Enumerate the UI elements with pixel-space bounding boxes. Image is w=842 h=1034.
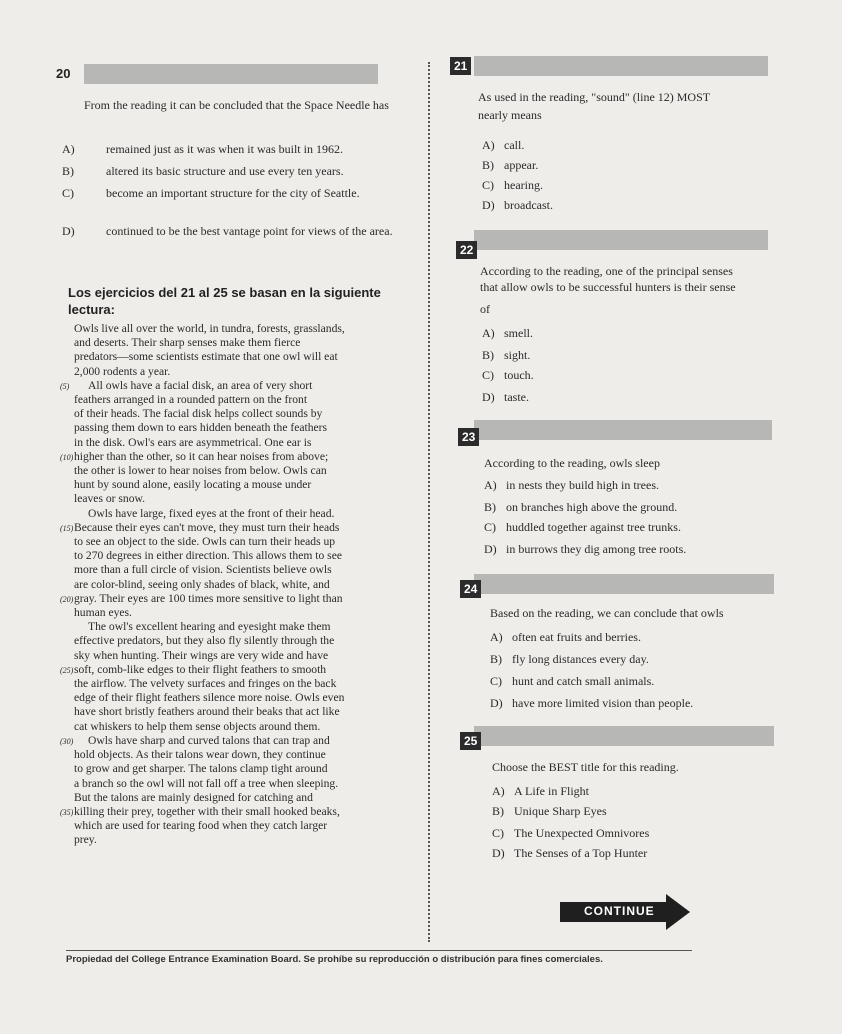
passage-line <box>60 634 412 648</box>
passage-line <box>60 336 412 350</box>
passage-line <box>60 705 412 719</box>
q24-header-bar <box>474 574 774 594</box>
q22-stem-line1: According to the reading, one of the principal senses <box>480 264 733 278</box>
passage-line <box>60 691 412 705</box>
q22-option-b[interactable]: B) sight. <box>482 348 531 362</box>
line-text: which are used for tearing food when they catch larger <box>74 819 328 833</box>
passage-line <box>60 734 412 748</box>
line-text: leaves or snow. <box>74 492 146 506</box>
passage-line <box>60 521 412 535</box>
line-number: (25) <box>60 665 74 675</box>
line-number: (30) <box>60 736 74 746</box>
line-text: prey. <box>74 833 97 847</box>
q23-stem: According to the reading, owls sleep <box>484 456 660 470</box>
q25-option-c[interactable]: C) The Unexpected Omnivores <box>492 826 650 840</box>
line-text: Owls live all over the world, in tundra, forests, grasslands, <box>74 322 345 335</box>
continue-arrow[interactable] <box>560 894 690 928</box>
line-text: All owls have a facial disk, an area of very short <box>88 378 313 392</box>
passage-line <box>60 421 412 435</box>
q21-stem-line2: nearly means <box>478 108 542 122</box>
line-text: higher than the other, so it can hear noises from above; <box>74 449 329 463</box>
passage-line <box>60 649 412 663</box>
q22-option-a[interactable]: A) smell. <box>482 326 533 340</box>
q25-option-d[interactable]: D) The Senses of a Top Hunter <box>492 846 648 860</box>
line-text: a branch so the owl will not fall off a tree when sleeping. <box>74 776 339 790</box>
line-text: to 270 degrees in either direction. This allows them to see <box>74 549 342 563</box>
passage-line <box>60 592 412 606</box>
q22-option-c[interactable]: C) touch. <box>482 368 534 382</box>
q24-stem: Based on the reading, we can conclude that owls <box>490 606 724 620</box>
q25-number: 25 <box>460 732 481 750</box>
passage-line <box>60 805 412 819</box>
q20-stem: From the reading it can be concluded that the Space Needle has <box>84 98 389 112</box>
passage-line <box>60 507 412 521</box>
q25-option-b[interactable]: B) Unique Sharp Eyes <box>492 804 607 818</box>
q21-option-a[interactable]: A) call. <box>482 138 525 152</box>
passage-line <box>60 777 412 791</box>
line-text: the airflow. The velvety surfaces and fringes on the back <box>74 677 337 691</box>
passage-line <box>60 365 412 379</box>
line-text: to see an object to the side. Owls can turn their heads up <box>74 535 336 549</box>
line-number: (35) <box>60 807 74 817</box>
line-number: (20) <box>60 594 74 604</box>
passage-line <box>60 322 412 336</box>
passage-line <box>60 606 412 620</box>
line-text: But the talons are mainly designed for catching and <box>74 790 313 804</box>
line-text: Owls have sharp and curved talons that can trap and <box>88 733 330 747</box>
passage-line <box>60 492 412 506</box>
q24-number: 24 <box>460 580 481 598</box>
q25-header-bar <box>474 726 774 746</box>
passage-intro: Los ejercicios del 21 al 25 se basan en la siguiente lectura: <box>68 285 381 317</box>
line-text: 2,000 rodents a year. <box>74 364 171 378</box>
passage-line <box>60 549 412 563</box>
q22-stem-line3: of <box>480 302 490 316</box>
q20-option-a[interactable]: A) remained just as it was when it was built in 1962. <box>62 142 343 156</box>
q24-option-c[interactable]: C) hunt and catch small animals. <box>490 674 655 688</box>
line-text: effective predators, but they also fly silently through the <box>74 634 335 648</box>
q23-option-c[interactable]: C) huddled together against tree trunks. <box>484 520 681 534</box>
q23-option-b[interactable]: B) on branches high above the ground. <box>484 500 678 514</box>
line-text: Because their eyes can't move, they must turn their heads <box>74 520 340 534</box>
line-text: feathers arranged in a rounded pattern on the front <box>74 393 308 407</box>
q20-option-d[interactable]: D) continued to be the best vantage point for views of the area. <box>62 224 393 238</box>
line-text: in the disk. Owl's ears are asymmetrical. One ear is <box>74 435 312 449</box>
passage-line <box>60 535 412 549</box>
passage-line <box>60 464 412 478</box>
line-number: (15) <box>60 523 74 533</box>
line-text: hold objects. As their talons wear down, they continue <box>74 748 326 762</box>
q22-number: 22 <box>456 241 477 259</box>
passage-line <box>60 436 412 450</box>
q23-option-d[interactable]: D) in burrows they dig among tree roots. <box>484 542 687 556</box>
passage-line <box>60 748 412 762</box>
copyright-footer: Propiedad del College Entrance Examination Board. Se prohíbe su reproducción o distribución para fines comerciales. <box>66 954 603 965</box>
passage-line <box>60 833 412 847</box>
line-text: gray. Their eyes are 100 times more sensitive to light than <box>74 591 343 605</box>
line-text: predators—some scientists estimate that one owl will eat <box>74 350 338 364</box>
q20-option-b[interactable]: B) altered its basic structure and use every ten years. <box>62 164 344 178</box>
q23-option-a[interactable]: A) in nests they build high in trees. <box>484 478 659 492</box>
q21-header-bar <box>474 56 768 76</box>
line-text: cat whiskers to help them sense objects around them. <box>74 719 321 733</box>
line-text: killing their prey, together with their small hooked beaks, <box>74 804 340 818</box>
line-text: sky when hunting. Their wings are very wide and have <box>74 648 329 662</box>
passage-line <box>60 478 412 492</box>
passage-line <box>60 379 412 393</box>
owls-passage <box>60 322 412 848</box>
passage-line <box>60 563 412 577</box>
line-text: soft, comb-like edges to their flight feathers to smooth <box>74 662 327 676</box>
q22-option-d[interactable]: D) taste. <box>482 390 529 404</box>
q23-header-bar <box>474 420 772 440</box>
q20-number: 20 <box>56 66 71 81</box>
line-number: (5) <box>60 381 70 391</box>
q23-number: 23 <box>458 428 479 446</box>
line-text: are color-blind, seeing only shades of black, white, and <box>74 577 330 591</box>
q24-option-b[interactable]: B) fly long distances every day. <box>490 652 649 666</box>
line-text: the other is lower to hear noises from below. Owls can <box>74 464 327 478</box>
q21-option-c[interactable]: C) hearing. <box>482 178 543 192</box>
passage-line <box>60 663 412 677</box>
line-text: have short bristly feathers around their beaks that act like <box>74 705 340 719</box>
line-text: human eyes. <box>74 606 132 620</box>
q25-stem: Choose the BEST title for this reading. <box>492 760 679 774</box>
passage-line <box>60 393 412 407</box>
line-text: more than a full circle of vision. Scientists believe owls <box>74 563 332 577</box>
passage-line <box>60 578 412 592</box>
passage-line <box>60 720 412 734</box>
q21-option-d[interactable]: D) broadcast. <box>482 198 553 212</box>
line-number: (10) <box>60 452 74 462</box>
passage-line <box>60 791 412 805</box>
line-text: to grow and get sharper. The talons clamp tight around <box>74 762 328 776</box>
q24-option-d[interactable]: D) have more limited vision than people. <box>490 696 694 710</box>
line-text: edge of their flight feathers silence more noise. Owls even <box>74 691 345 705</box>
line-text: hunt by sound alone, easily locating a mouse under <box>74 478 312 492</box>
passage-line <box>60 350 412 364</box>
line-text: passing them down to ears hidden beneath the feathers <box>74 421 328 435</box>
passage-line <box>60 762 412 776</box>
q21-stem-line1: As used in the reading, "sound" (line 12) MOST <box>478 90 711 104</box>
q24-option-a[interactable]: A) often eat fruits and berries. <box>490 630 641 644</box>
continue-label: CONTINUE <box>584 904 655 918</box>
q20-header-bar <box>84 64 378 84</box>
q21-number: 21 <box>450 57 471 75</box>
arrow-right-icon <box>666 894 690 930</box>
passage-line <box>60 407 412 421</box>
line-text: and deserts. Their sharp senses make them fierce <box>74 336 301 350</box>
q21-option-b[interactable]: B) appear. <box>482 158 539 172</box>
q20-option-c[interactable]: C) become an important structure for the city of Seattle. <box>62 186 360 200</box>
q22-stem-line2: that allow owls to be successful hunters is their sense <box>480 280 736 294</box>
q22-header-bar <box>474 230 768 250</box>
q25-option-a[interactable]: A) A Life in Flight <box>492 784 589 798</box>
column-divider <box>428 62 430 942</box>
passage-line <box>60 450 412 464</box>
line-text: of their heads. The facial disk helps collect sounds by <box>74 407 323 421</box>
line-text: Owls have large, fixed eyes at the front of their head. <box>88 506 335 520</box>
passage-line <box>60 819 412 833</box>
footer-rule <box>66 950 692 951</box>
line-text: The owl's excellent hearing and eyesight make them <box>88 620 331 634</box>
passage-line <box>60 620 412 634</box>
passage-line <box>60 677 412 691</box>
